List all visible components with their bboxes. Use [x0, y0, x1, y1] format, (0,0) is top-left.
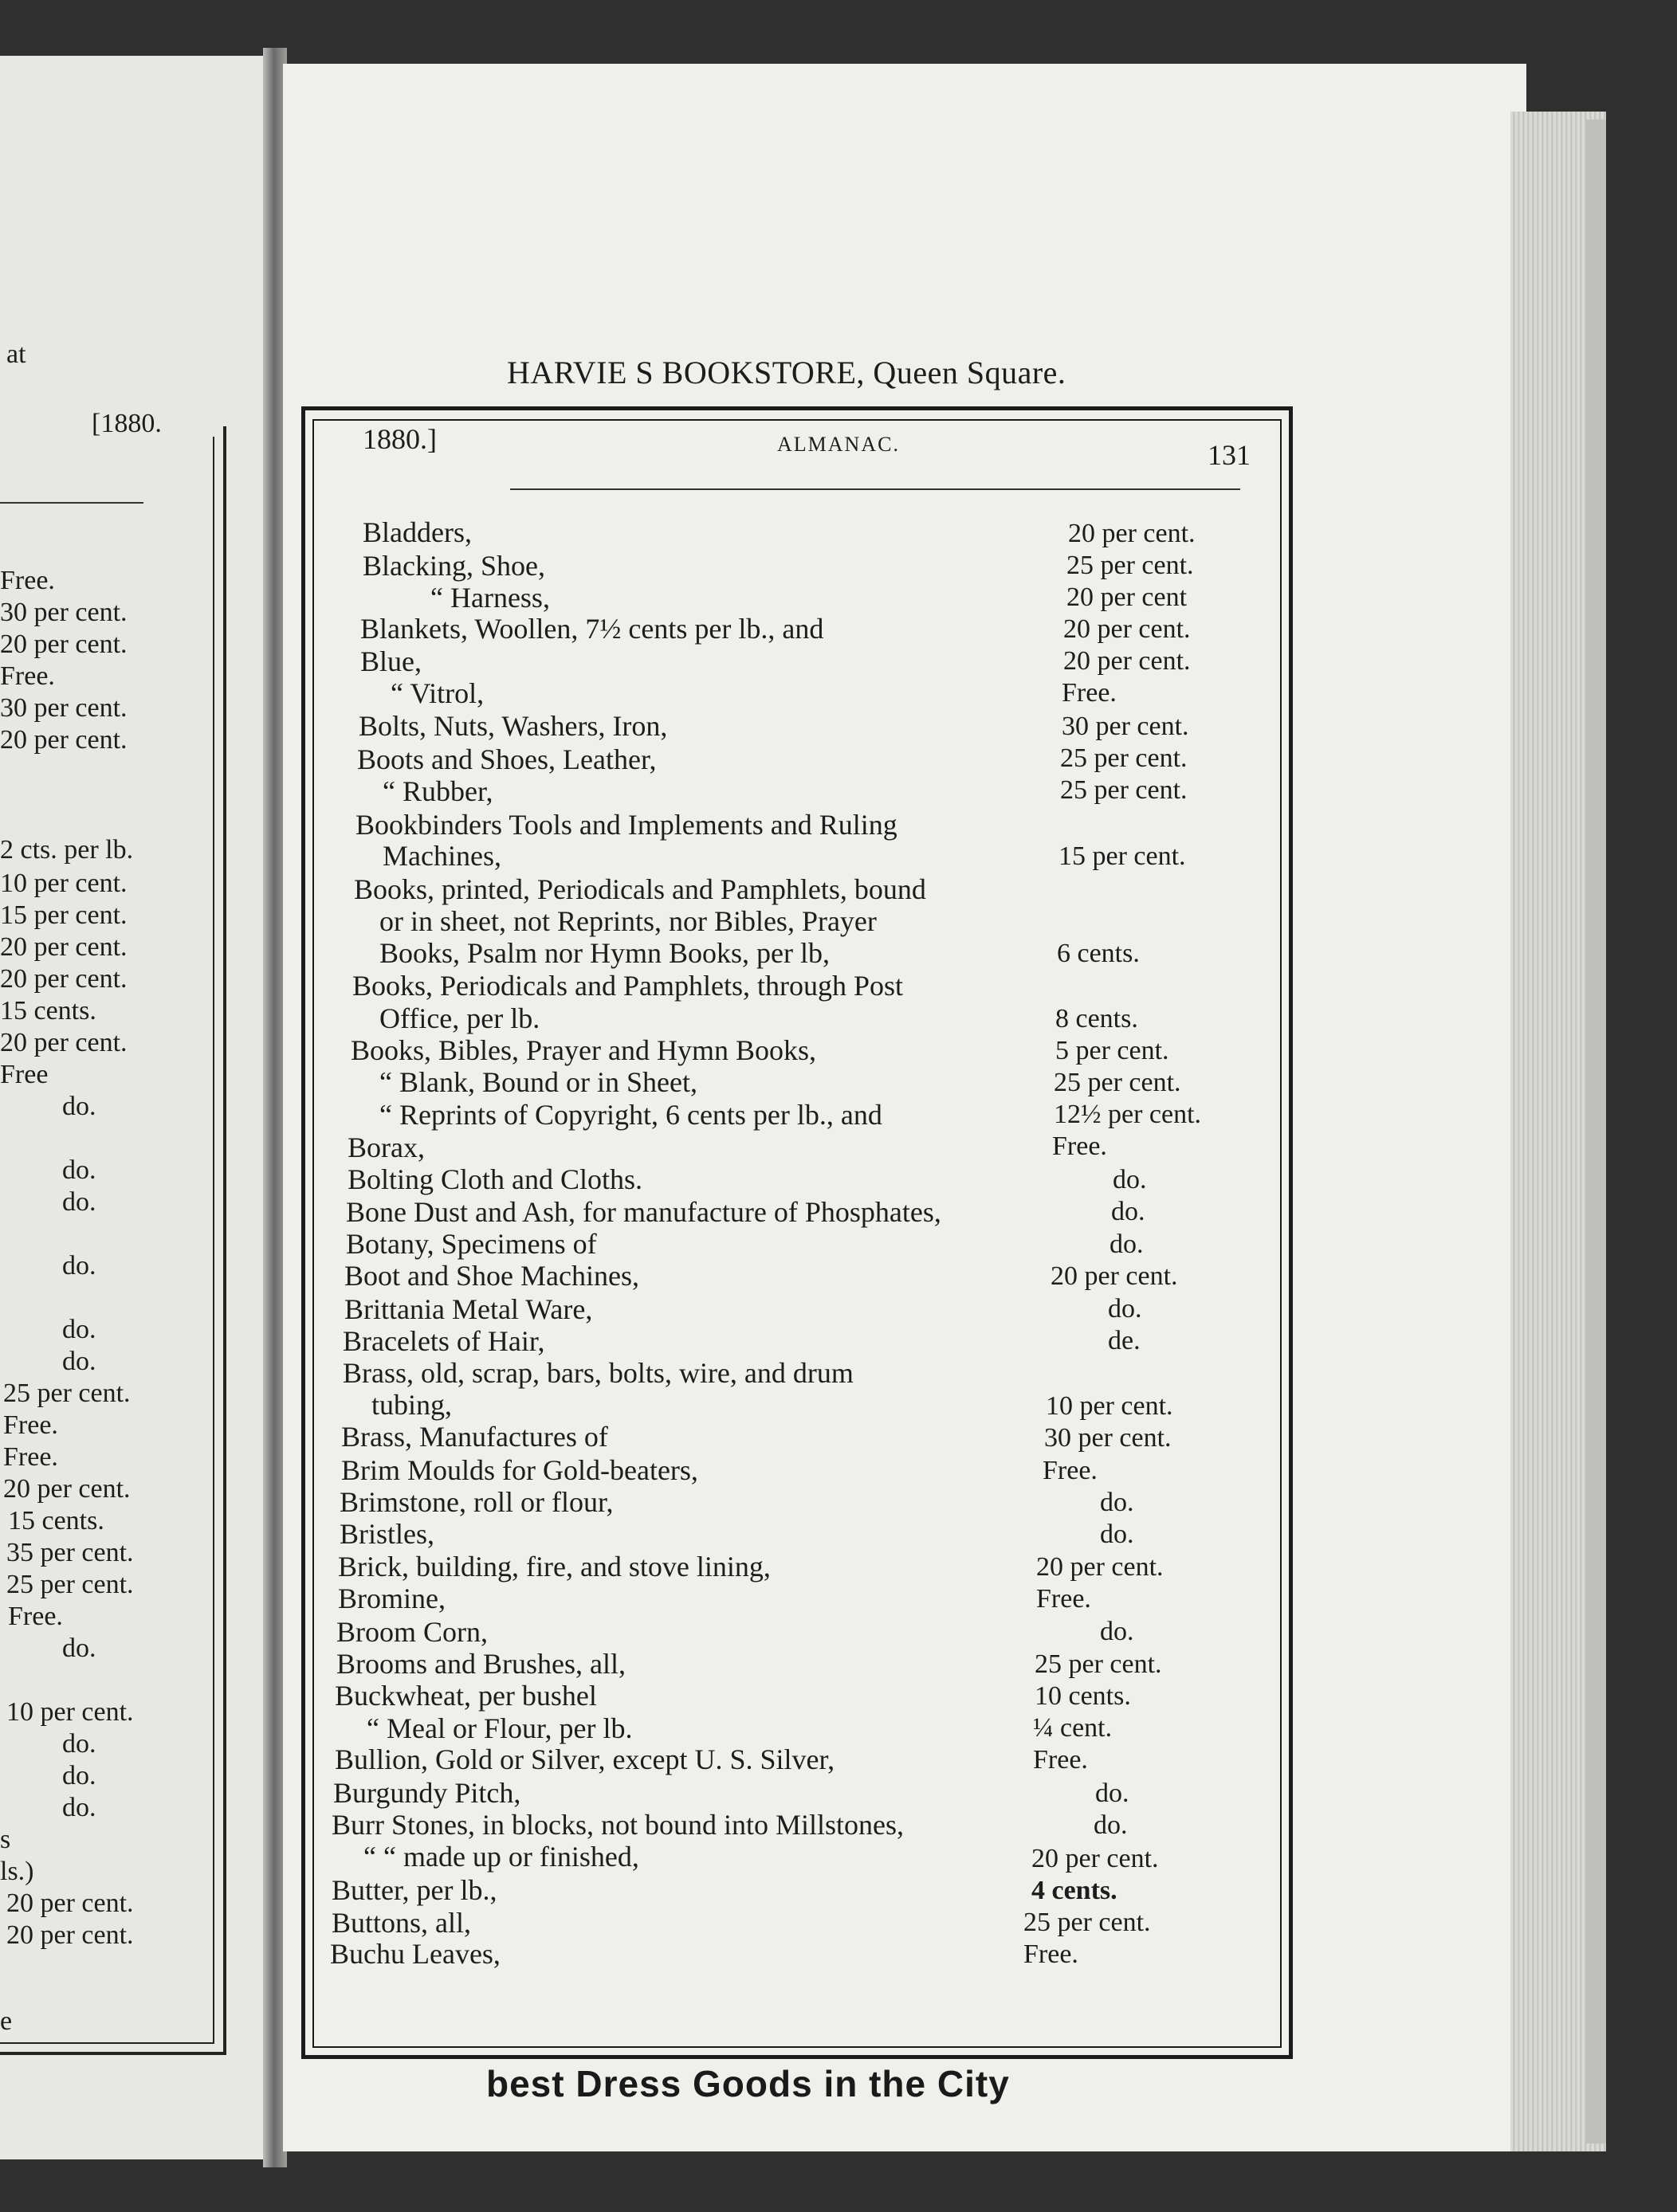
tariff-item: Blankets, Woollen, 7½ cents per lb., and	[360, 613, 824, 645]
footer-advertisement: best Dress Goods in the City	[486, 2063, 1010, 2104]
tariff-rate: Free.	[1043, 1456, 1098, 1485]
tariff-item: Botany, Specimens of	[346, 1228, 597, 1260]
tariff-item: Bookbinders Tools and Implements and Ruling	[355, 809, 897, 841]
left-page-fragment: 20 per cent.	[0, 629, 128, 659]
tariff-item: “ Meal or Flour, per lb.	[367, 1712, 633, 1744]
tariff-rate: 20 per cent.	[1063, 646, 1191, 676]
left-page-fragment: Free.	[0, 661, 55, 691]
tariff-item: “ Blank, Bound or in Sheet,	[379, 1066, 697, 1098]
tariff-item: Brooms and Brushes, all,	[336, 1648, 626, 1680]
tariff-item: Broom Corn,	[336, 1616, 489, 1648]
left-page-fragment: Free.	[3, 1410, 58, 1440]
tariff-rate: do.	[1113, 1165, 1147, 1194]
tariff-item: tubing,	[371, 1389, 453, 1421]
tariff-item: Bromine,	[338, 1583, 446, 1614]
left-page-fragment: do.	[62, 1251, 96, 1281]
left-page-fragment: Free	[0, 1060, 49, 1089]
tariff-item: Blacking, Shoe,	[363, 550, 545, 582]
left-page-fragment: ls.)	[0, 1857, 34, 1886]
tariff-item: Bracelets of Hair,	[343, 1325, 545, 1357]
left-page-fragment: 20 per cent.	[0, 725, 128, 755]
tariff-rate: Free.	[1062, 678, 1117, 708]
tariff-rate: 20 per cent.	[1063, 614, 1191, 644]
tariff-item: Bolts, Nuts, Washers, Iron,	[359, 710, 668, 742]
left-page-fragment: 15 cents.	[0, 996, 96, 1026]
tariff-rate: 20 per cent.	[1036, 1552, 1164, 1582]
tariff-rate: Free.	[1036, 1584, 1091, 1614]
tariff-item: “ Vitrol,	[391, 677, 485, 709]
left-page-fragment: 25 per cent.	[3, 1379, 131, 1408]
tariff-rate: 20 per cent	[1066, 582, 1188, 612]
left-page-fragment: do.	[62, 1187, 96, 1217]
left-page-top-fragment: at	[6, 339, 26, 369]
tariff-item: Butter, per lb.,	[332, 1874, 497, 1906]
tariff-item: or in sheet, not Reprints, nor Bibles, Prayer	[379, 905, 877, 937]
tariff-item: Boots and Shoes, Leather,	[357, 743, 657, 775]
left-page-fragment: do.	[62, 1155, 96, 1185]
left-page-fragment: do.	[62, 1634, 96, 1663]
tariff-item: Bladders,	[363, 516, 472, 548]
tariff-item: Brick, building, fire, and stove lining,	[338, 1551, 771, 1583]
left-page-fragment: do.	[62, 1793, 96, 1822]
left-page-fragment: do.	[62, 1761, 96, 1790]
tariff-rate: 25 per cent.	[1060, 775, 1188, 805]
tariff-item: Brittania Metal Ware,	[344, 1293, 593, 1325]
tariff-item: Machines,	[383, 840, 501, 872]
left-page-fragment: 20 per cent.	[3, 1474, 131, 1504]
tariff-item: Brimstone, roll or flour,	[340, 1486, 614, 1518]
tariff-rate: Free.	[1033, 1745, 1088, 1775]
left-page-fragment: e	[0, 2006, 13, 2036]
tariff-rate: do.	[1100, 1617, 1134, 1646]
tariff-rate: 25 per cent.	[1023, 1908, 1151, 1937]
left-page-fragment: 20 per cent.	[6, 1920, 134, 1950]
running-head-title: ALMANAC.	[777, 433, 900, 456]
tariff-rate: do.	[1094, 1810, 1128, 1840]
left-page-running-year: [1880.	[92, 409, 162, 438]
tariff-item: Borax,	[348, 1131, 425, 1163]
left-page-fragment: 15 cents.	[8, 1506, 104, 1535]
tariff-item: Brass, old, scrap, bars, bolts, wire, and drum	[343, 1357, 854, 1389]
tariff-item: Buckwheat, per bushel	[335, 1680, 597, 1712]
tariff-rate: 25 per cent.	[1066, 551, 1194, 580]
tariff-item: Boot and Shoe Machines,	[344, 1260, 639, 1292]
left-page-fragment: 30 per cent.	[0, 693, 128, 723]
tariff-rate: 25 per cent.	[1054, 1068, 1181, 1097]
tariff-rate: 30 per cent.	[1062, 712, 1189, 741]
tariff-rate: ¼ cent.	[1033, 1713, 1113, 1743]
left-page-fragment: 20 per cent.	[0, 964, 128, 994]
tariff-rate: do.	[1100, 1488, 1134, 1517]
left-page-fragment: 30 per cent.	[0, 598, 128, 627]
tariff-rate: 6 cents.	[1057, 939, 1140, 968]
tariff-rate: 20 per cent.	[1031, 1844, 1159, 1873]
tariff-item: “ “ made up or finished,	[363, 1841, 639, 1873]
left-page-fragment: do.	[62, 1729, 96, 1759]
tariff-rate: do.	[1095, 1779, 1129, 1808]
tariff-item: Burr Stones, in blocks, not bound into Millstones,	[332, 1809, 905, 1841]
tariff-rate: 12½ per cent.	[1054, 1100, 1202, 1129]
tariff-rate: do.	[1109, 1230, 1144, 1259]
left-page-fragment: 25 per cent.	[6, 1570, 134, 1599]
left-page-fragment: 20 per cent.	[0, 932, 128, 962]
tariff-rate: 5 per cent.	[1055, 1036, 1169, 1065]
tariff-rate: 10 cents.	[1035, 1681, 1131, 1711]
left-page-fragment: 2 cts. per lb.	[0, 835, 134, 865]
tariff-item: “ Reprints of Copyright, 6 cents per lb., and	[379, 1099, 882, 1131]
tariff-item: Burgundy Pitch,	[333, 1777, 521, 1809]
tariff-item: Books, printed, Periodicals and Pamphlets, bound	[354, 873, 926, 905]
tariff-rate: do.	[1100, 1520, 1134, 1549]
tariff-item: Books, Periodicals and Pamphlets, through Post	[352, 970, 903, 1002]
tariff-item: Books, Psalm nor Hymn Books, per lb,	[379, 937, 831, 969]
tariff-item: “ Rubber,	[383, 775, 493, 807]
tariff-rate: 15 per cent.	[1058, 841, 1186, 871]
left-page-fragment: do.	[62, 1347, 96, 1376]
tariff-rate: do.	[1108, 1294, 1142, 1324]
tariff-rate: 30 per cent.	[1044, 1423, 1172, 1453]
tariff-item: Books, Bibles, Prayer and Hymn Books,	[351, 1034, 816, 1066]
tariff-rate: de.	[1108, 1326, 1141, 1355]
tariff-rate: 20 per cent.	[1068, 519, 1196, 548]
tariff-item: Bolting Cloth and Cloths.	[348, 1163, 643, 1195]
tariff-rate: 20 per cent.	[1051, 1261, 1178, 1291]
tariff-rate: 25 per cent.	[1035, 1649, 1162, 1679]
left-page-fragment: 35 per cent.	[6, 1538, 134, 1567]
left-page-fragment: Free.	[0, 566, 55, 595]
tariff-rate: do.	[1111, 1197, 1145, 1226]
left-page-fragment: Free.	[3, 1442, 58, 1472]
tariff-item: “ Harness,	[430, 582, 550, 614]
left-page-fragment: 15 per cent.	[0, 900, 128, 930]
tariff-item: Bristles,	[340, 1518, 435, 1550]
tariff-rate: 25 per cent.	[1060, 743, 1188, 773]
left-page-fragment: 20 per cent.	[6, 1888, 134, 1918]
page-header: HARVIE S BOOKSTORE, Queen Square.	[507, 355, 1066, 390]
tariff-rate: 8 cents.	[1055, 1004, 1138, 1033]
tariff-item: Blue,	[360, 645, 422, 677]
left-page-fragment: 10 per cent.	[0, 869, 128, 898]
left-page-fragment: do.	[62, 1092, 96, 1121]
left-page-fragment: 20 per cent.	[0, 1028, 128, 1057]
tariff-item: Bone Dust and Ash, for manufacture of Phosphates,	[346, 1196, 941, 1228]
tariff-item: Brim Moulds for Gold-beaters,	[341, 1454, 698, 1486]
tariff-rate: 10 per cent.	[1046, 1391, 1173, 1421]
page-number: 131	[1208, 439, 1251, 471]
tariff-item: Buchu Leaves,	[330, 1938, 501, 1970]
left-page-fragment: 10 per cent.	[6, 1697, 134, 1727]
tariff-rate: Free.	[1023, 1939, 1078, 1969]
tariff-item: Brass, Manufactures of	[341, 1421, 608, 1453]
tariff-item: Office, per lb.	[379, 1002, 540, 1034]
left-page-fragment: Free.	[8, 1602, 63, 1631]
tariff-rate: Free.	[1052, 1131, 1107, 1161]
left-page-fragment: s	[0, 1825, 11, 1854]
tariff-item: Bullion, Gold or Silver, except U. S. Silver,	[335, 1743, 835, 1775]
tariff-rate: 4 cents.	[1031, 1876, 1117, 1905]
left-page-fragment: do.	[62, 1315, 96, 1344]
tariff-item: Buttons, all,	[332, 1907, 472, 1939]
running-head-year: 1880.]	[363, 423, 437, 455]
